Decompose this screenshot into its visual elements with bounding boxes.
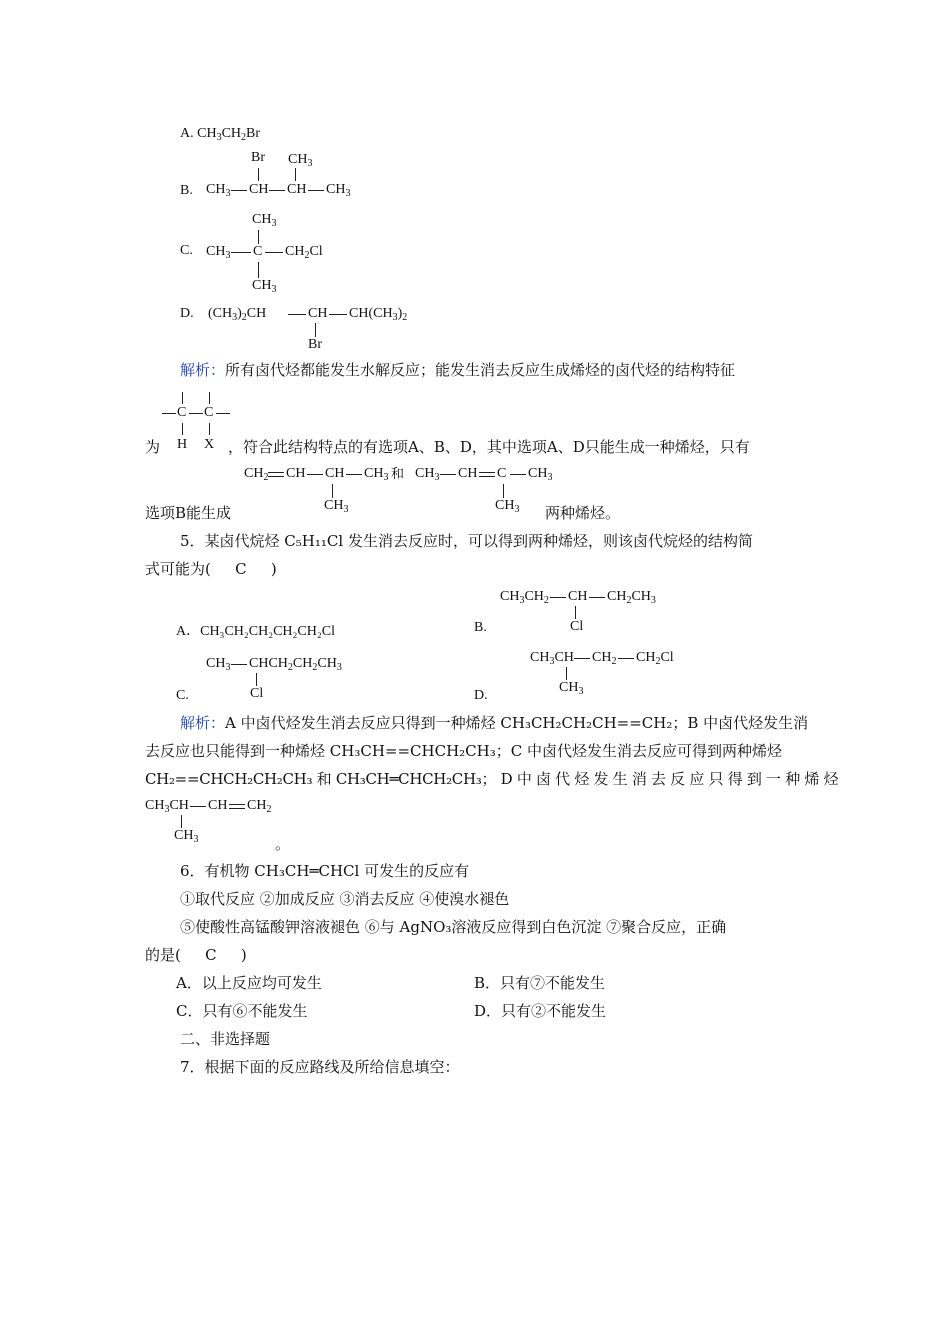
q4-analysis-line2-prefix: 为 (145, 438, 161, 456)
and-word: 和 (391, 467, 405, 482)
q5-option-d-structure: $CH_3CH$ $CH_2$ $CH_2Cl$ $CH_3$ (530, 650, 674, 697)
q5-analysis-alkene-structure: $CH_3CH$ CH $CH_2$ $CH_3$ (145, 798, 272, 845)
q5-analysis-line2: 去反应也只能得到一种烯烃 CH₃CH==CHCH₂CH₃；C 中卤代烃发生消去反应可得到两种烯烃 (145, 742, 782, 760)
q5-option-d-label: D. (474, 688, 488, 703)
section-heading: 二、非选择题 (180, 1030, 271, 1048)
q6-stem: 6．有机物 CH₃CH═CHCl 可发生的反应有 (180, 862, 470, 880)
q6-items-line2: ⑤使酸性高锰酸钾溶液褪色 ⑥与 AgNO₃溶液反应得到白色沉淀 ⑦聚合反应，正确 (180, 918, 727, 936)
q4-option-d-label: D. (180, 306, 194, 321)
q6-option-a: A．以上反应均可发生 (176, 974, 322, 992)
analysis-label: 解析： (180, 361, 226, 379)
alkene-structure-2: $CH_3$ CH C $CH_3$ $CH_3$ (415, 466, 553, 515)
q4-option-c-label: C. (180, 243, 193, 258)
q4-option-a: A. $CH_3CH_2Br$ (180, 126, 261, 143)
q6-stem-end: 的是( C ) (145, 946, 247, 964)
halide-structure-feature: C C H X (162, 392, 232, 462)
q5-option-a: A．CH₃CH₂CH₂CH₂CH₂Cl (176, 624, 335, 639)
q5-option-b-structure: $CH_3CH_2$ CH $CH_2CH_3$ Cl (500, 589, 656, 634)
q5-option-c-structure: $CH_3$ $CHCH_2CH_2CH_3$ Cl (206, 656, 342, 701)
q7-stem: 7．根据下面的反应路线及所给信息填空： (180, 1058, 460, 1076)
q5-analysis-end: 。 (275, 835, 291, 853)
q5-analysis-line1: 解析：A 中卤代烃发生消去反应只得到一种烯烃 CH₃CH₂CH₂CH==CH₂；B 中卤代烃发生消 (180, 714, 809, 732)
q5-option-c-label: C. (176, 688, 189, 703)
q6-option-c: C．只有⑥不能发生 (176, 1002, 308, 1020)
analysis-label: 解析： (180, 714, 226, 732)
q6-items-line1: ①取代反应 ②加成反应 ③消去反应 ④使溴水褪色 (180, 890, 510, 908)
q4-analysis-line3-prefix: 选项B能生成 (145, 504, 232, 522)
q6-answer: C (205, 946, 217, 964)
q6-option-b: B．只有⑦不能发生 (474, 974, 606, 992)
q4-option-b-label: B. (180, 183, 193, 198)
q4-option-b-structure: Br $CH_3$ $CH_3$ CH CH $CH_3$ (206, 150, 351, 199)
q5-option-b-label: B. (474, 620, 487, 635)
q5-analysis-line3: CH₂==CHCH₂CH₂CH₃ 和 CH₃CH═CHCH₂CH₃； D 中 卤 代 烃 发 生 消 去 反 应 只 得 到 一 种 烯 烃 (145, 770, 839, 788)
q4-option-c-structure: $CH_3$ $CH_3$ C $CH_2Cl$ $CH_3$ (206, 212, 323, 295)
q6-option-d: D．只有②不能发生 (474, 1002, 607, 1020)
q4-option-d-structure: $(CH_3)_2CH$ CH $CH(CH_3)_2$ Br (208, 306, 408, 352)
q5-stem-line2: 式可能为( C ) (145, 560, 277, 578)
q4-analysis-line3-suffix: 两种烯烃。 (545, 504, 621, 522)
q5-stem-line1: 5．某卤代烷烃 C₅H₁₁Cl 发生消去反应时，可以得到两种烯烃，则该卤代烷烃的结构简 (180, 532, 753, 550)
q4-analysis-line2: ，符合此结构特点的有选项A、B、D，其中选项A、D只能生成一种烯烃，只有 (228, 438, 750, 456)
alkene-structure-1: $CH_2$ CH CH $CH_3$ $CH_3$ (244, 466, 389, 515)
q5-answer: C (235, 560, 247, 578)
q4-analysis-line1: 解析：所有卤代烃都能发生水解反应；能发生消去反应生成烯烃的卤代烃的结构特征 (180, 361, 736, 379)
q4-option-a-label: A. (180, 126, 194, 141)
